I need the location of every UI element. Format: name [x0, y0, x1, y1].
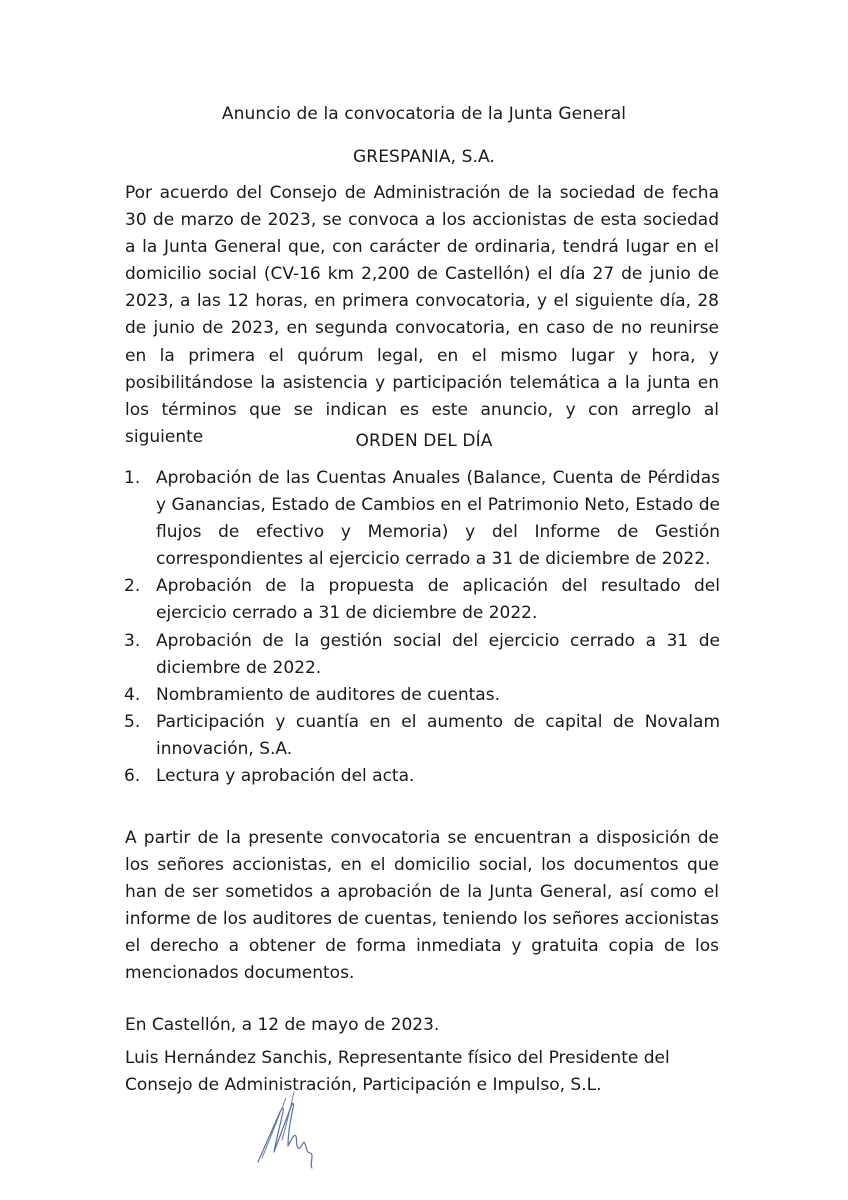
agenda-item-text: Nombramiento de auditores de cuentas.	[156, 684, 500, 705]
agenda-list	[124, 465, 720, 790]
agenda-item	[124, 763, 720, 790]
intro-paragraph: Por acuerdo del Consejo de Administración de la sociedad de fecha 30 de marzo de 2023, se convoca a los accionistas de esta sociedad a la Junta General que, con carácter de ordinaria, tendrá lugar en el domicilio social (CV-16 km 2,200 de Castellón) el día 27 de junio de 2023, a las 12 horas, en primera convocatoria, y el siguiente día, 28 de junio de 2023, en segunda convocatoria, en caso de no reunirse en la primera el quórum legal, en el mismo lugar y hora, y posibilitándose la asistencia y participación telemática a la junta en los términos que se indican es este anuncio, y con arreglo al siguiente	[125, 183, 719, 447]
agenda-item	[124, 682, 720, 709]
agenda-item-text: Participación y cuantía en el aumento de capital de Novalam innovación, S.A.	[156, 711, 720, 759]
document-heading: Anuncio de la convocatoria de la Junta General	[221, 104, 627, 124]
company-name: GRESPANIA, S.A.	[353, 147, 495, 167]
agenda-item	[124, 573, 720, 627]
agenda-item-number: 1.	[124, 468, 141, 488]
agenda-item-text: Aprobación de las Cuentas Anuales (Balance, Cuenta de Pérdidas y Ganancias, Estado de Cambios en el Patrimonio Neto, Estado de flujos de efectivo y Memoria) y del Informe de Gestión correspondientes al ejercicio cerrado a 31 de diciembre de 2022.	[156, 468, 720, 570]
place-date: En Castellón, a 12 de mayo de 2023.	[125, 1015, 440, 1035]
agenda-item-number: 6.	[124, 766, 141, 787]
agenda-heading: ORDEN DEL DÍA	[355, 431, 493, 451]
handwritten-signature	[250, 1090, 330, 1170]
agenda-item-text: Aprobación de la gestión social del ejercicio cerrado a 31 de diciembre de 2022.	[156, 630, 720, 678]
agenda-item	[124, 628, 720, 682]
availability-paragraph: A partir de la presente convocatoria se encuentran a disposición de los señores accionistas, en el domicilio social, los documentos que han de ser sometidos a aprobación de la Junta General, así como el informe de los auditores de cuentas, teniendo los señores accionistas el derecho a obtener de forma inmediata y gratuita copia de los mencionados documentos.	[125, 828, 719, 984]
signatory-line: Luis Hernández Sanchis, Representante físico del Presidente del Consejo de Administración, Participación e Impulso, S.L.	[125, 1048, 670, 1096]
agenda-item-text: Lectura y aprobación del acta.	[156, 766, 415, 787]
agenda-item-number: 5.	[124, 711, 141, 732]
agenda-item-text: Aprobación de la propuesta de aplicación del resultado del ejercicio cerrado a 31 de diciembre de 2022.	[156, 576, 720, 624]
agenda-item-number: 2.	[124, 576, 141, 597]
agenda-item	[124, 709, 720, 763]
agenda-item-number: 4.	[124, 684, 141, 705]
agenda-item	[124, 465, 720, 573]
agenda-item-number: 3.	[124, 630, 141, 651]
